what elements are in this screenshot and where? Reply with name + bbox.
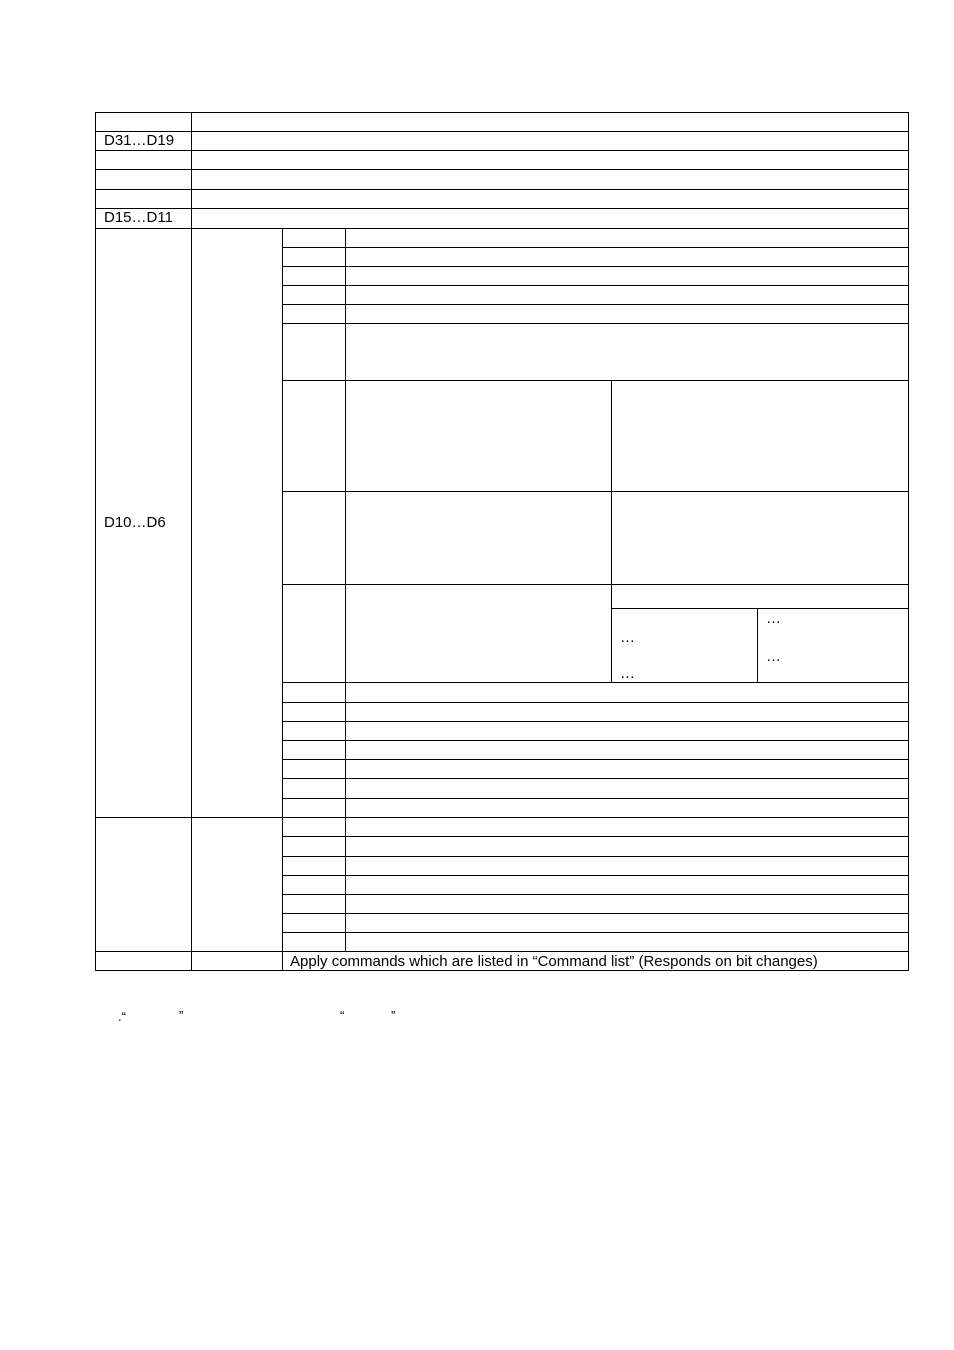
sub-row-divider	[282, 778, 909, 779]
sub-row-divider	[282, 798, 909, 799]
sub-row-divider	[282, 491, 909, 492]
ellipsis-cell: …	[766, 648, 781, 665]
sub-row-divider	[282, 682, 909, 683]
column-divider-1	[191, 112, 192, 971]
sub-row-divider	[282, 285, 909, 286]
sub-row-divider	[282, 584, 909, 585]
sub-row-divider	[282, 856, 909, 857]
sub-row-divider	[282, 875, 909, 876]
table-border-left	[95, 112, 96, 971]
footnote-fragment: .“	[118, 1009, 126, 1024]
sub-row-divider	[282, 932, 909, 933]
sub-row-divider	[282, 913, 909, 914]
sub-row-divider	[282, 323, 909, 324]
sub-row-divider	[282, 740, 909, 741]
bit-label-d10-d6: D10…D6	[104, 514, 166, 531]
sub-row-divider	[282, 247, 909, 248]
sub-row-divider	[282, 721, 909, 722]
row-divider	[95, 150, 909, 151]
sub-row-divider	[282, 894, 909, 895]
table-border-top	[95, 112, 909, 113]
footnote-fragment: “	[340, 1008, 345, 1023]
row-divider	[95, 208, 909, 209]
sub-row-divider	[282, 304, 909, 305]
sub-row-divider	[282, 266, 909, 267]
row-divider	[95, 951, 909, 952]
column-divider-2	[282, 228, 283, 971]
column-divider-4	[611, 380, 612, 683]
sub-row-divider	[611, 608, 909, 609]
row-divider	[95, 817, 909, 818]
row-divider	[95, 169, 909, 170]
sub-row-divider	[282, 759, 909, 760]
footnote-fragment: ”	[391, 1008, 396, 1023]
column-divider-5	[757, 608, 758, 683]
column-divider-3	[345, 228, 346, 951]
bit-label-d15-d11: D15…D11	[104, 209, 173, 226]
ellipsis-cell: …	[620, 665, 635, 682]
ellipsis-cell: …	[620, 629, 635, 646]
ellipsis-cell: …	[766, 610, 781, 627]
table-border-right	[908, 112, 909, 971]
sub-row-divider	[282, 380, 909, 381]
row-divider	[95, 131, 909, 132]
footnote-fragment: ”	[179, 1008, 184, 1023]
sub-row-divider	[282, 836, 909, 837]
row-divider	[95, 189, 909, 190]
bit-label-d31-d19: D31…D19	[104, 132, 175, 149]
sub-row-divider	[282, 702, 909, 703]
row-divider	[95, 228, 909, 229]
apply-commands-text: Apply commands which are listed in “Command list” (Responds on bit changes)	[290, 953, 818, 970]
